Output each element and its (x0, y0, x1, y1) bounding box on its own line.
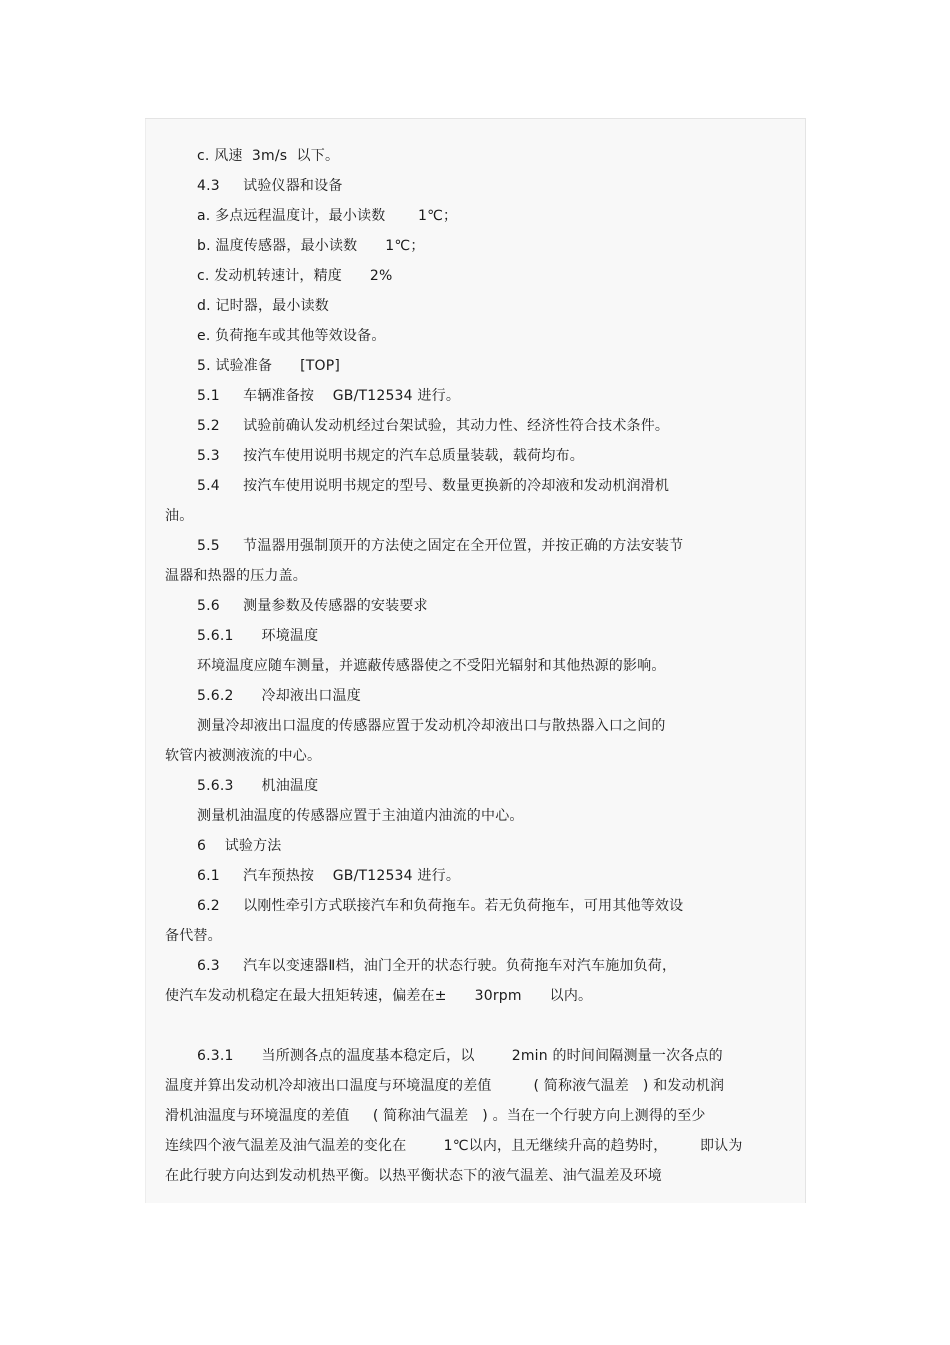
text-line: 测量机油温度的传感器应置于主油道内油流的中心。 (197, 808, 524, 824)
text-line: 油。 (165, 508, 194, 524)
text-line: 5.2 试验前确认发动机经过台架试验，其动力性、经济性符合技术条件。 (197, 418, 670, 434)
text-line: c. 发动机转速计，精度 2% (197, 268, 393, 284)
text-line: 环境温度应随车测量，并遮蔽传感器使之不受阳光辐射和其他热源的影响。 (197, 658, 666, 674)
text-line: c. 风速 3m/s 以下。 (197, 148, 340, 164)
text-line: 软管内被测液流的中心。 (165, 748, 322, 764)
text-line: 5.4 按汽车使用说明书规定的型号、数量更换新的冷却液和发动机润滑机 (197, 478, 670, 494)
text-line: 6.3 汽车以变速器Ⅱ档，油门全开的状态行驶。负荷拖车对汽车施加负荷， (197, 958, 677, 974)
subsection-heading: 5.6.3 机油温度 (197, 778, 319, 794)
subsection-heading: 5.6.2 冷却液出口温度 (197, 688, 361, 704)
text-line: 6.1 汽车预热按 GB/T12534 进行。 (197, 868, 461, 884)
text-line: 6.2 以刚性牵引方式联接汽车和负荷拖车。若无负荷拖车，可用其他等效设 (197, 898, 684, 914)
document-page (145, 118, 806, 1203)
text-line: 5.5 节温器用强制顶开的方法使之固定在全开位置，并按正确的方法安装节 (197, 538, 684, 554)
text-line: 备代替。 (165, 928, 222, 944)
text-line: a. 多点远程温度计，最小读数 1℃； (197, 208, 458, 224)
section-heading: 5. 试验准备 [TOP] (197, 358, 341, 374)
section-heading: 6 试验方法 (197, 838, 282, 854)
text-line: b. 温度传感器，最小读数 1℃； (197, 238, 425, 254)
text-line: 5.3 按汽车使用说明书规定的汽车总质量装载，载荷均布。 (197, 448, 584, 464)
text-line: d. 记时器，最小读数 (197, 298, 329, 314)
text-line: 测量冷却液出口温度的传感器应置于发动机冷却液出口与散热器入口之间的 (197, 718, 666, 734)
text-line: 滑机油温度与环境温度的差值 ( 简称油气温差 ) 。当在一个行驶方向上测得的至少 (165, 1108, 706, 1124)
text-line: 温器和热器的压力盖。 (165, 568, 307, 584)
text-line: 使汽车发动机稳定在最大扭矩转速，偏差在± 30rpm 以内。 (165, 988, 593, 1004)
text-line: 温度并算出发动机冷却液出口温度与环境温度的差值 ( 简称液气温差 ) 和发动机润 (165, 1078, 725, 1094)
subsection-heading: 5.6.1 环境温度 (197, 628, 319, 644)
text-line: 5.1 车辆准备按 GB/T12534 进行。 (197, 388, 461, 404)
text-line: 连续四个液气温差及油气温差的变化在 1℃以内，且无继续升高的趋势时， 即认为 (165, 1138, 743, 1154)
text-line: 6.3.1 当所测各点的温度基本稳定后，以 2min 的时间间隔测量一次各点的 (197, 1048, 723, 1064)
section-heading: 5.6 测量参数及传感器的安装要求 (197, 598, 428, 614)
text-line: 在此行驶方向达到发动机热平衡。以热平衡状态下的液气温差、油气温差及环境 (165, 1168, 662, 1184)
section-heading: 4.3 试验仪器和设备 (197, 178, 343, 194)
text-line: e. 负荷拖车或其他等效设备。 (197, 328, 386, 344)
